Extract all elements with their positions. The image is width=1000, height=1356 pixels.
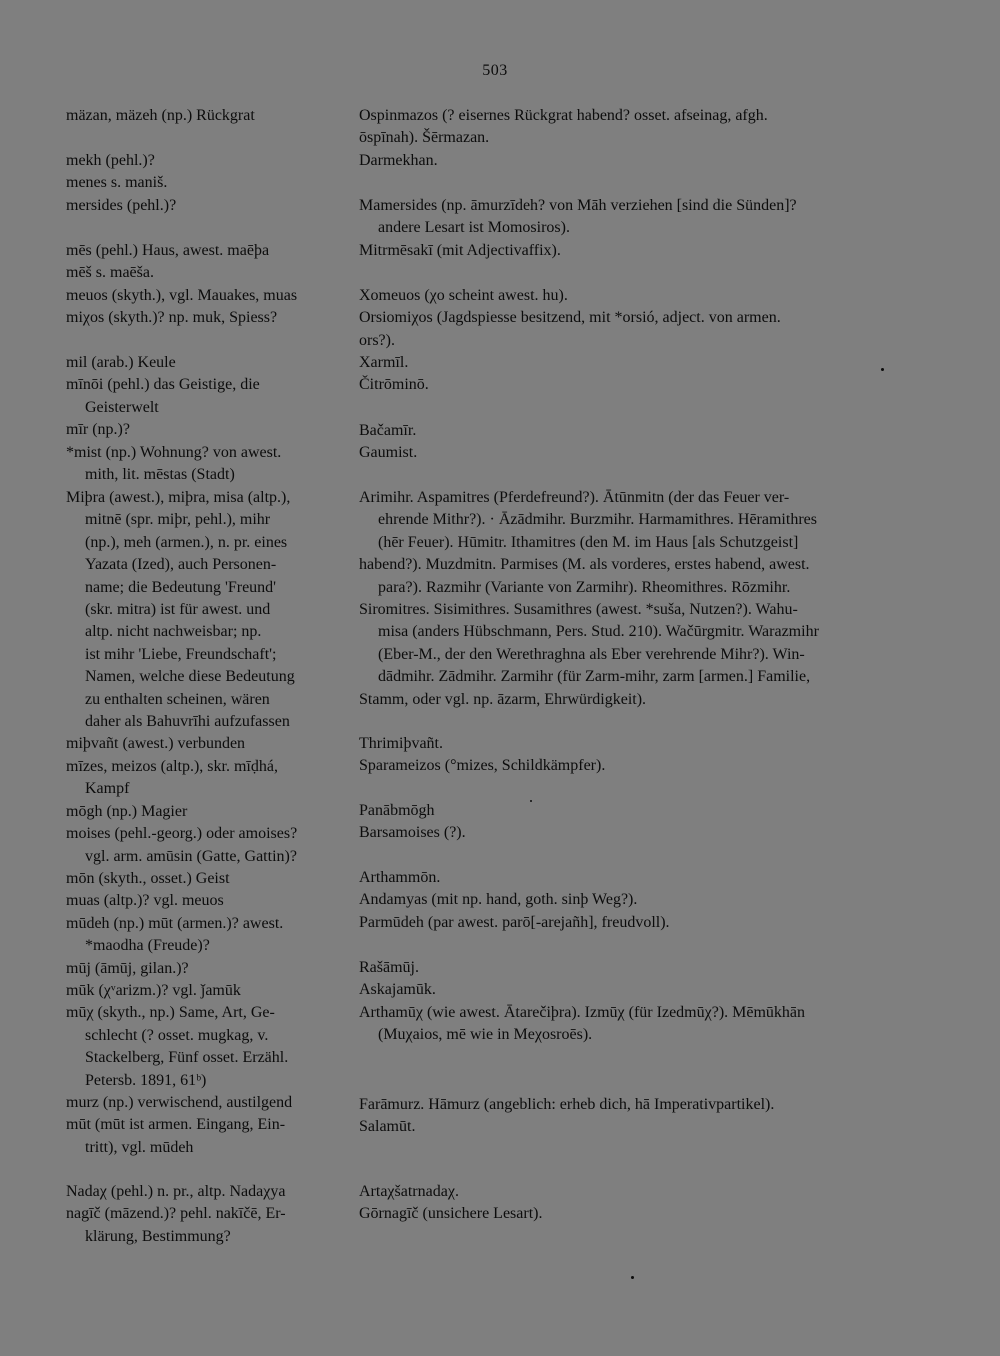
headword-line: Petersb. 1891, 61ᵇ) <box>85 1071 207 1089</box>
headword-line: mēs (pehl.) Haus, awest. maēþa <box>66 242 270 259</box>
headword-line: Stackelberg, Fünf osset. Erzähl. <box>85 1049 289 1067</box>
headword-line: mūχ (skyth., np.) Same, Art, Ge- <box>66 1004 275 1022</box>
names-column <box>359 1094 929 1139</box>
names-line: Darmekhan. <box>359 152 438 169</box>
headword-line: miþvañt (awest.) verbunden <box>66 735 246 753</box>
headword-line: mōn (skyth., osset.) Geist <box>66 869 230 887</box>
headword-line: Namen, welche diese Bedeutung <box>85 668 295 686</box>
headword-line: meuos (skyth.), vgl. Mauakes, muas <box>66 286 298 304</box>
names-line: ors?). <box>359 331 395 349</box>
headword-line: mōgh (np.) Magier <box>66 802 188 820</box>
names-line: misa (anders Hübschmann, Pers. Stud. 210). Wačūrgmitr. Warazmihr <box>378 623 819 641</box>
headword-line: nagīč (māzend.)? pehl. nakīčē, Er- <box>66 1205 286 1223</box>
headword-line: tritt), vgl. mūdeh <box>85 1138 194 1156</box>
names-line: Siromitres. Sisimithres. Susamithres (awest. *suša, Nutzen?). Wahu- <box>359 601 798 619</box>
headword-line: mēš s. maēša. <box>66 264 154 282</box>
names-line: Mamersides (np. āmurzīdeh? von Māh verziehen [sind die Sünden]? <box>359 197 797 214</box>
names-line: habend?). Muzdmitn. Parmises (M. als vorderes, erstes habend, awest. <box>359 556 810 574</box>
headword-line: mitnē (spr. miþr, pehl.), mihr <box>85 511 271 529</box>
names-line: Salamūt. <box>359 1118 416 1136</box>
headword-line: daher als Bahuvrīhi aufzufassen <box>85 713 290 731</box>
headword-line: mūt (mūt ist armen. Eingang, Ein- <box>66 1116 286 1134</box>
headword-line: name; die Bedeutung 'Freund' <box>85 578 277 596</box>
names-line: Čitrōminō. <box>359 376 429 394</box>
names-line: Andamyas (mit np. hand, goth. sinþ Weg?). <box>359 891 638 909</box>
stray-mark <box>881 368 884 371</box>
names-column <box>359 733 929 778</box>
names-line: Ospinmazos (? eisernes Rückgrat habend? osset. afseinag, afgh. <box>359 107 768 124</box>
headword-line: mūj (āmūj, gilan.)? <box>66 959 189 977</box>
headword-line: mīzes, meizos (altp.), skr. mīḍhá, <box>66 757 278 775</box>
headword-line: Geisterwelt <box>85 398 159 416</box>
names-line: (Eber-M., der den Werethraghna als Eber verehrende Mihr?). Win- <box>378 645 805 663</box>
headword-line: mith, lit. mēstas (Stadt) <box>85 466 235 484</box>
headword-line: klärung, Bestimmung? <box>85 1227 231 1245</box>
names-line: Gaumist. <box>359 444 418 462</box>
names-line: Rašāmūj. <box>359 959 419 976</box>
headword-line: mīr (np.)? <box>66 421 130 439</box>
headword-column <box>66 1181 338 1248</box>
headword-column <box>66 105 338 127</box>
names-line: Arimihr. Aspamitres (Pferdefreund?). Ātūnmitn (der das Feuer ver- <box>359 489 790 506</box>
stray-mark <box>530 800 532 802</box>
headword-line: murz (np.) verwischend, austilgend <box>66 1093 293 1111</box>
names-column <box>359 352 929 397</box>
headword-column <box>66 352 338 486</box>
headword-line: mersides (pehl.)? <box>66 196 177 214</box>
stray-mark <box>631 1276 634 1279</box>
names-line: ehrende Mithr?). · Āzādmihr. Burzmihr. Harmamithres. Hēramithres <box>378 511 817 529</box>
names-line: ōspīnah). Šērmazan. <box>359 129 490 147</box>
names-line: Xomeuos (χo scheint awest. hu). <box>359 287 568 304</box>
headword-column <box>66 240 338 330</box>
names-line: (hēr Feuer). Hūmitr. Ithamitres (den M. im Haus [als Schutzgeist] <box>378 533 799 551</box>
names-column <box>359 105 929 150</box>
names-column <box>359 285 929 352</box>
names-line: Barsamoises (?). <box>359 824 466 842</box>
headword-line: mil (arab.) Keule <box>66 354 176 371</box>
headword-line: Kampf <box>85 780 130 798</box>
headword-line: mūdeh (np.) mūt (armen.)? awest. <box>66 914 284 932</box>
names-column <box>359 487 929 711</box>
headword-line: mīnōi (pehl.) das Geistige, die <box>66 376 260 394</box>
headword-line: Yazata (Ized), auch Personen- <box>85 556 277 574</box>
headword-line: *maodha (Freude)? <box>85 937 210 955</box>
headword-line: altp. nicht nachweisbar; np. <box>85 623 262 641</box>
headword-line: schlecht (? osset. mugkag, v. <box>85 1026 269 1044</box>
headword-line: zu enthalten scheinen, wären <box>85 690 270 708</box>
headword-line: (np.), meh (armen.), n. pr. eines <box>85 533 288 551</box>
headword-line: Miþra (awest.), miþra, misa (altp.), <box>66 489 291 506</box>
headword-column <box>66 487 338 1159</box>
names-line: Parmūdeh (par awest. parō[-arejañh], freudvoll). <box>359 913 670 931</box>
names-line: Sparameizos (°mizes, Schildkämpfer). <box>359 757 606 775</box>
page-number: 503 <box>482 62 508 79</box>
names-line: Artaχšatrnadaχ. <box>359 1183 459 1200</box>
names-line: Gōrnagīč (unsichere Lesart). <box>359 1205 543 1223</box>
names-line: Mitrmēsakī (mit Adjectivaffix). <box>359 242 561 259</box>
names-line: para?). Razmihr (Variante von Zarmihr). Rheomithres. Rōzmihr. <box>378 578 791 596</box>
names-column <box>359 240 929 262</box>
names-line: Xarmīl. <box>359 354 409 371</box>
names-column <box>359 867 929 934</box>
headword-line: mūk (χᵛarizm.)? vgl. ǰamūk <box>66 981 241 999</box>
names-line: Arthamūχ (wie awest. Ātarečiþra). Izmūχ (für Izedmūχ?). Mēmūkhān <box>359 1003 806 1021</box>
names-column <box>359 1181 929 1226</box>
names-line: (Muχaios, mē wie in Meχosroēs). <box>378 1026 593 1044</box>
headword-line: miχos (skyth.)? np. muk, Spiess? <box>66 309 278 327</box>
names-column <box>359 800 929 845</box>
names-line: andere Lesart ist Momosiros). <box>378 219 570 237</box>
names-column <box>359 195 929 240</box>
headword-line: *mist (np.) Wohnung? von awest. <box>66 443 282 461</box>
headword-line: mäzan, mäzeh (np.) Rückgrat <box>66 107 255 124</box>
names-line: Thrimiþvañt. <box>359 735 443 752</box>
headword-column <box>66 150 338 217</box>
headword-line: muas (altp.)? vgl. meuos <box>66 892 224 910</box>
headword-line: ist mihr 'Liebe, Freundschaft'; <box>85 645 277 663</box>
names-line: Farāmurz. Hāmurz (angeblich: erheb dich, hā Imperativpartikel). <box>359 1096 775 1113</box>
headword-line: Nadaχ (pehl.) n. pr., altp. Nadaχya <box>66 1183 286 1200</box>
names-column <box>359 420 929 465</box>
names-line: Orsiomiχos (Jagdspiesse besitzend, mit *orsió, adject. von armen. <box>359 309 781 327</box>
headword-line: vgl. arm. amūsin (Gatte, Gattin)? <box>85 847 297 865</box>
names-line: Askajamūk. <box>359 981 436 999</box>
headword-line: menes s. maniš. <box>66 174 168 192</box>
names-line: Panābmōgh <box>359 802 435 819</box>
headword-line: (skr. mitra) ist für awest. und <box>85 601 271 619</box>
names-line: Bačamīr. <box>359 422 417 439</box>
names-line: dādmihr. Zādmihr. Zarmihr (für Zarm-mihr, zarm [armen.] Familie, <box>378 668 811 686</box>
names-line: Arthammōn. <box>359 869 441 886</box>
names-line: Stamm, oder vgl. np. āzarm, Ehrwürdigkeit). <box>359 690 647 708</box>
names-column <box>359 150 929 172</box>
headword-line: mekh (pehl.)? <box>66 152 155 169</box>
names-column <box>359 957 929 1047</box>
headword-line: moises (pehl.-georg.) oder amoises? <box>66 825 298 843</box>
